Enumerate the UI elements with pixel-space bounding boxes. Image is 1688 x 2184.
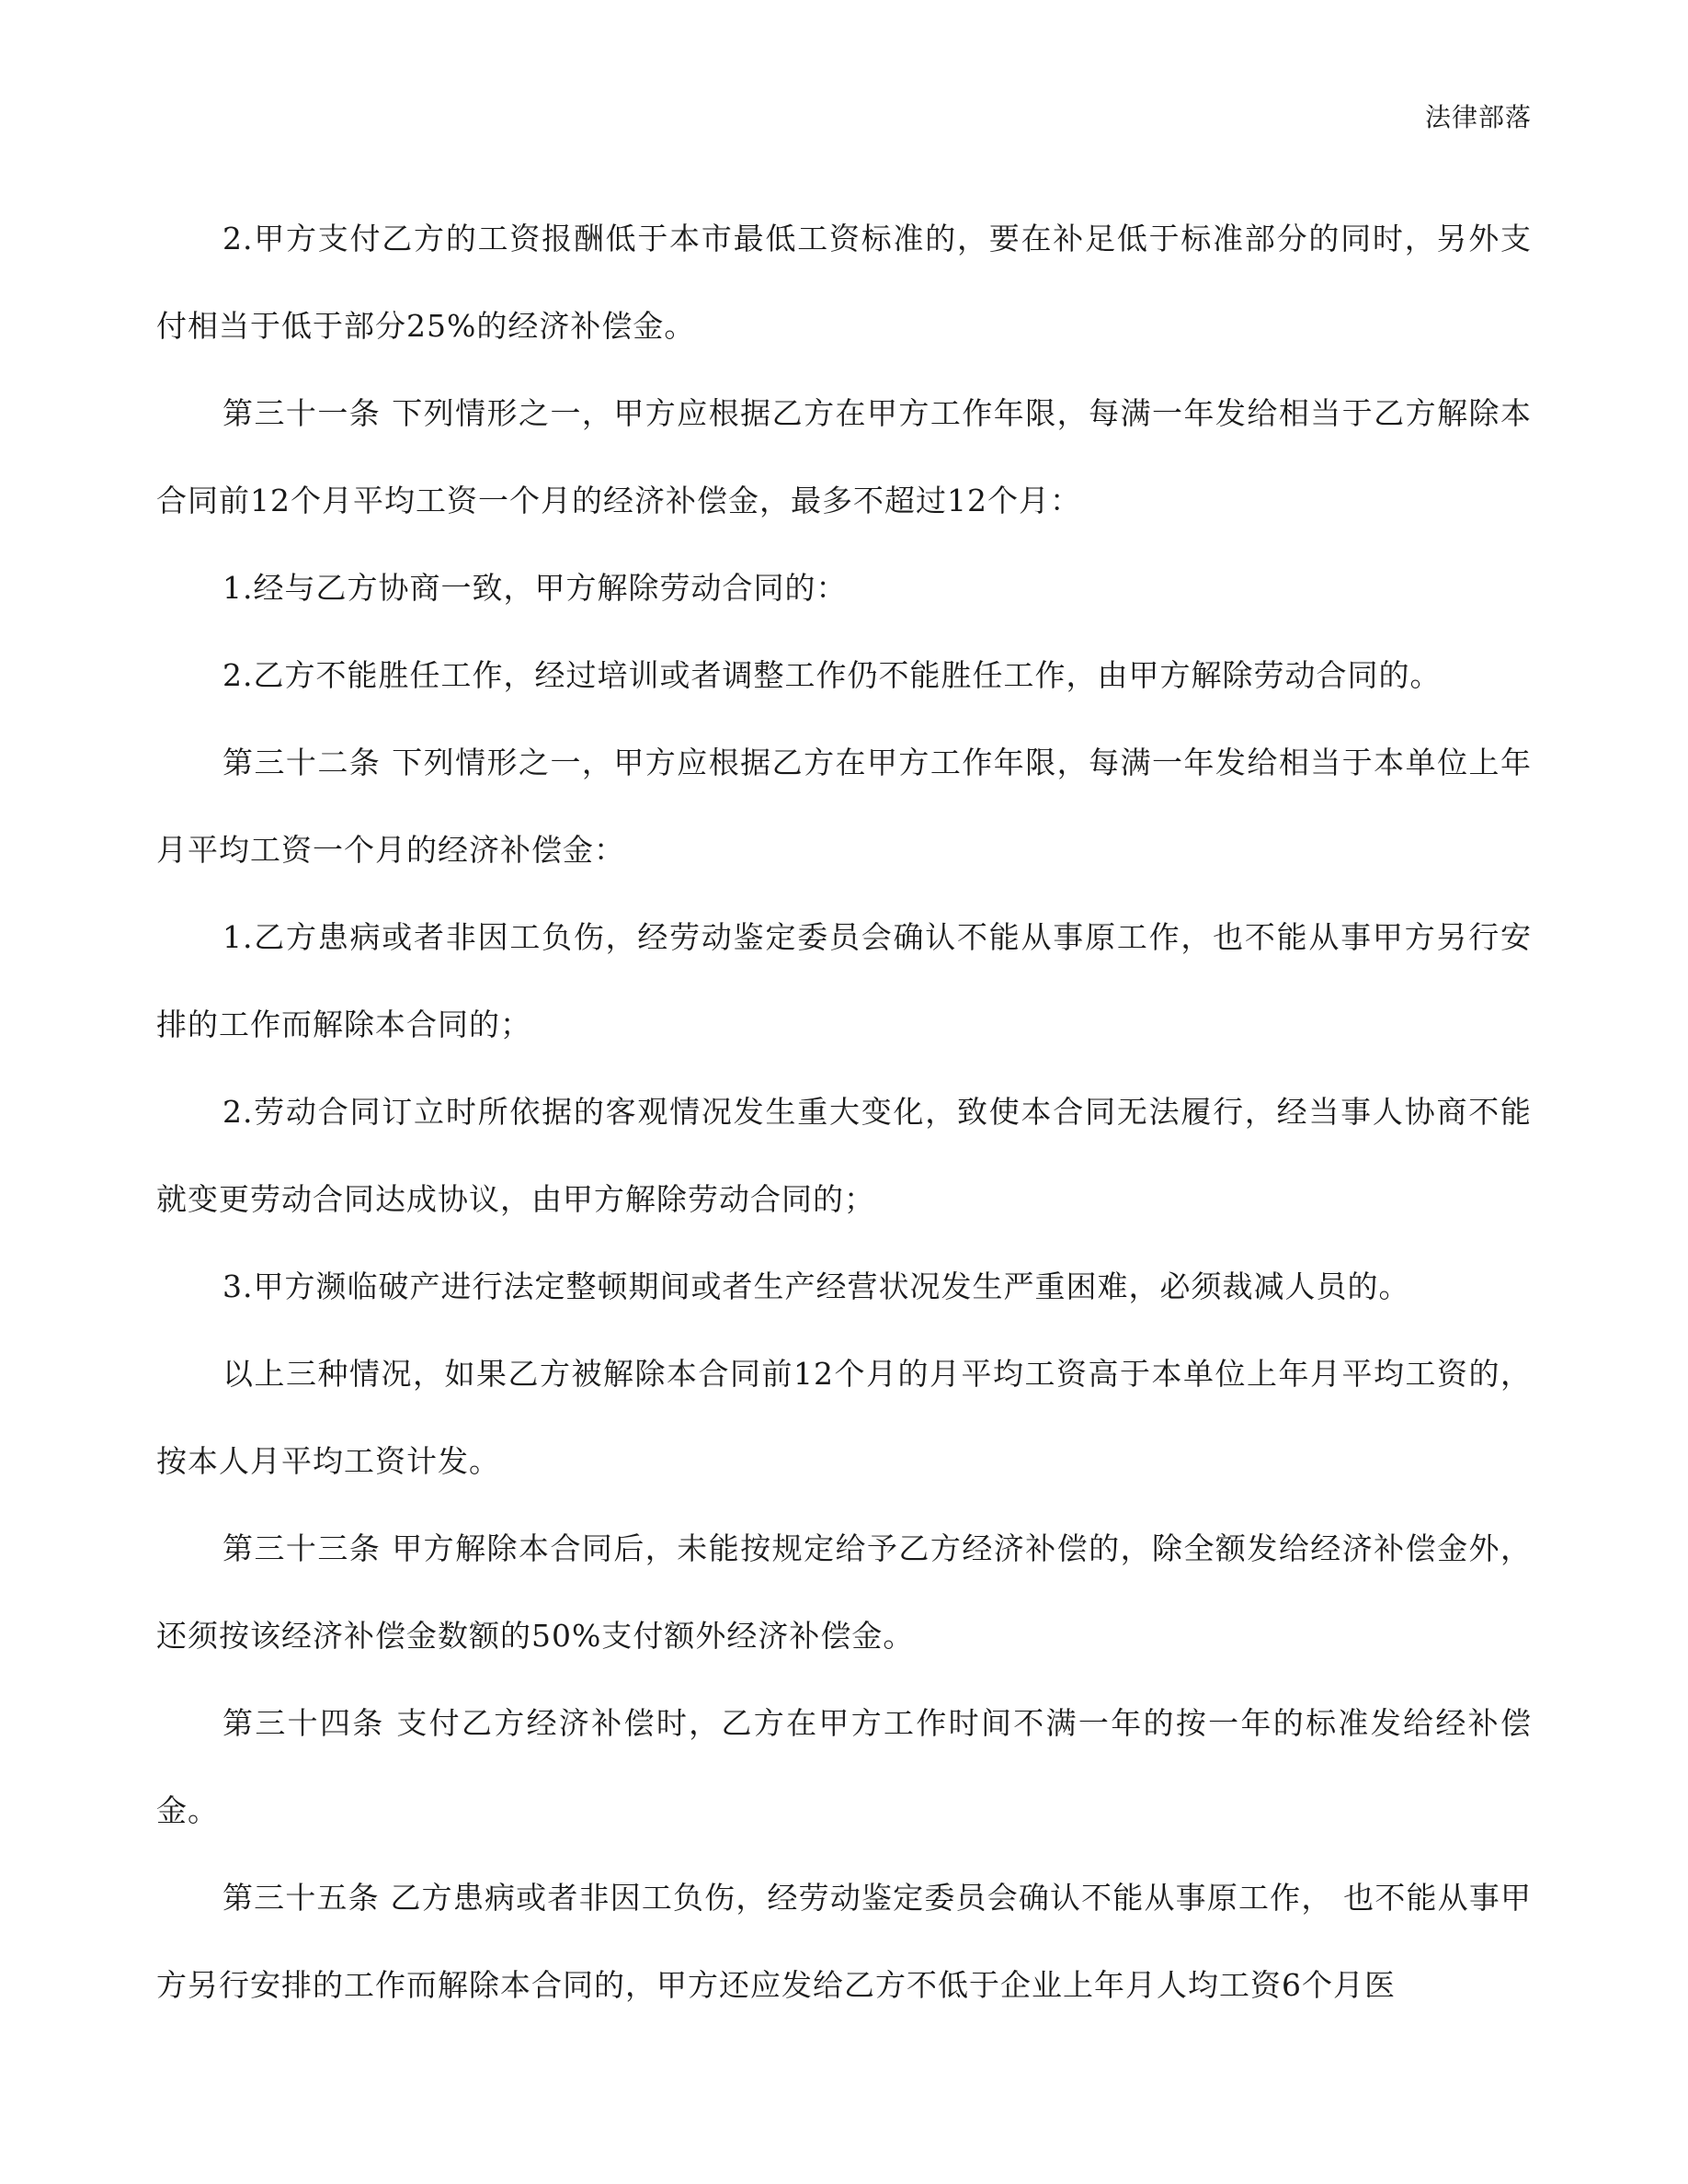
paragraph: 2.乙方不能胜任工作，经过培训或者调整工作仍不能胜任工作，由甲方解除劳动合同的。 [222, 657, 1442, 693]
paragraph: 第三十四条 支付乙方经济补偿时，乙方在甲方工作时间不满一年的按一年的标准发给经补偿金。 [156, 1705, 1532, 1828]
paragraph: 1.乙方患病或者非因工负伤，经劳动鉴定委员会确认不能从事原工作，也不能从事甲方另行安排的工作而解除本合同的； [156, 919, 1532, 1042]
paragraph: 2.甲方支付乙方的工资报酬低于本市最低工资标准的，要在补足低于标准部分的同时，另外支付相当于低于部分25%的经济补偿金。 [156, 221, 1532, 344]
paragraph: 第三十二条 下列情形之一，甲方应根据乙方在甲方工作年限，每满一年发给相当于本单位上年月平均工资一个月的经济补偿金： [156, 745, 1532, 868]
paragraph: 第三十五条 乙方患病或者非因工负伤，经劳动鉴定委员会确认不能从事原工作， 也不能从事甲方另行安排的工作而解除本合同的，甲方还应发给乙方不低于企业上年月人均工资6个月医 [156, 1880, 1532, 2003]
header-brand: 法律部落 [1424, 102, 1532, 132]
document-body [156, 195, 1532, 2029]
paragraph: 第三十一条 下列情形之一，甲方应根据乙方在甲方工作年限，每满一年发给相当于乙方解除本合同前12个月平均工资一个月的经济补偿金，最多不超过12个月： [156, 395, 1532, 518]
paragraph: 第三十三条 甲方解除本合同后，未能按规定给予乙方经济补偿的，除全额发给经济补偿金外，还须按该经济补偿金数额的50%支付额外经济补偿金。 [156, 1530, 1532, 1654]
paragraph: 2.劳动合同订立时所依据的客观情况发生重大变化，致使本合同无法履行，经当事人协商不能就变更劳动合同达成协议，由甲方解除劳动合同的； [156, 1094, 1532, 1217]
paragraph: 1.经与乙方协商一致，甲方解除劳动合同的： [222, 570, 848, 606]
paragraph: 以上三种情况，如果乙方被解除本合同前12个月的月平均工资高于本单位上年月平均工资的，按本人月平均工资计发。 [156, 1356, 1532, 1479]
paragraph: 3.甲方濒临破产进行法定整顿期间或者生产经营状况发生严重困难，必须裁减人员的。 [222, 1268, 1410, 1304]
